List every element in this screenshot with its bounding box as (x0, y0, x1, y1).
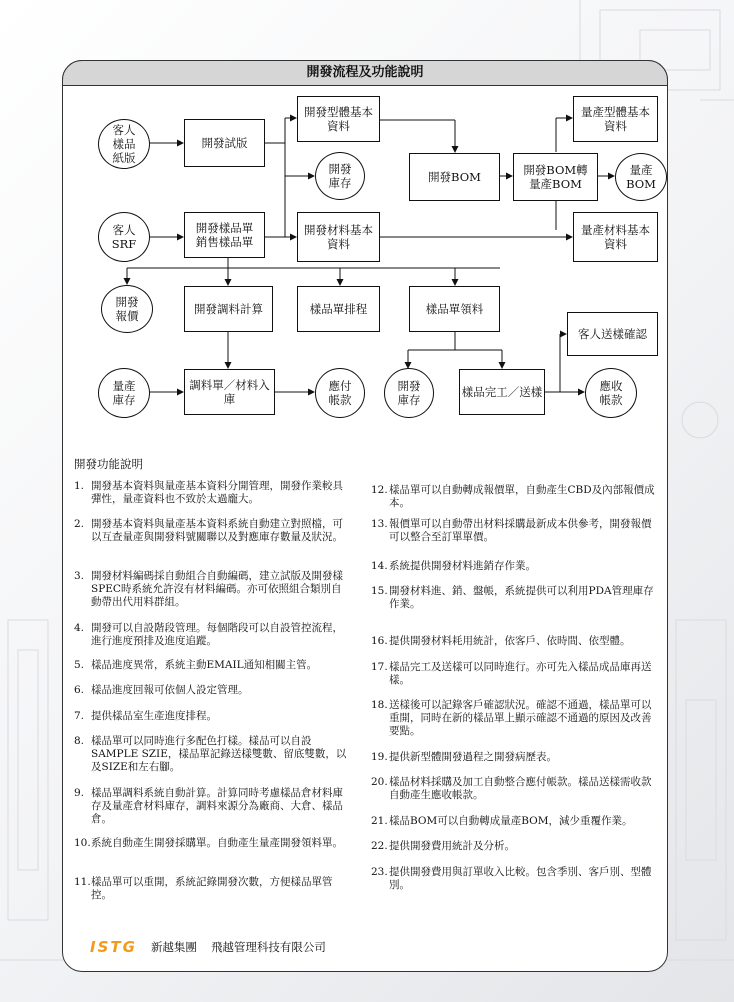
feature-number: 5. (74, 659, 85, 671)
dev-stock2-node: 開發 庫存 (384, 368, 434, 418)
feature-item (371, 840, 659, 853)
feature-text: 系統提供開發材料進銷存作業。 (389, 560, 536, 572)
customer-confirm-node: 客人送樣確認 (567, 312, 658, 356)
sample-complete-node: 樣品完工／送樣 (459, 369, 545, 415)
mass-bom-node: 量產 BOM (615, 153, 667, 201)
feature-number: 11. (74, 876, 91, 888)
feature-item (371, 585, 659, 611)
feature-number: 22. (371, 840, 388, 852)
feature-number: 2. (74, 518, 85, 530)
feature-item (74, 518, 350, 544)
feature-text: 報價單可以自動帶出材料採購最新成本供參考，開發報價可以整合至訂單單價。 (389, 518, 652, 543)
feature-number: 20. (371, 776, 388, 788)
customer-sample-node: 客人 樣品 紙版 (98, 119, 150, 169)
feature-text: 樣品BOM可以自動轉成量產BOM，減少重覆作業。 (389, 815, 633, 827)
feature-text: 提供新型體開發過程之開發病歷表。 (389, 751, 557, 763)
feature-text: 提供樣品室生產進度排程。 (91, 710, 217, 722)
feature-number: 17. (371, 661, 388, 673)
feature-item (74, 710, 350, 723)
feature-item (74, 735, 350, 774)
dev-trial-node: 開發試版 (184, 119, 265, 167)
mass-stock-node: 量產 庫存 (98, 368, 150, 418)
feature-text: 樣品進度異常，系統主動EMAIL通知相關主管。 (91, 659, 318, 671)
payable-node: 應付 帳款 (315, 368, 365, 418)
feature-number: 14. (371, 560, 388, 572)
feature-number: 16. (371, 635, 388, 647)
feature-number: 8. (74, 735, 85, 747)
feature-item (74, 659, 350, 672)
company-name: 飛越管理科技有限公司 (210, 940, 326, 954)
feature-number: 6. (74, 684, 85, 696)
feature-item (371, 776, 659, 802)
feature-item (371, 751, 659, 764)
calc-material-node: 開發調料計算 (184, 286, 273, 332)
bom-convert-node: 開發BOM轉 量產BOM (513, 153, 598, 201)
feature-number: 18. (371, 699, 388, 711)
feature-text: 樣品單調料系統自動計算。計算同時考慮樣品倉材料庫存及量產倉材料庫存，調料來源分為廠商、大倉、樣品倉。 (91, 787, 343, 825)
feature-item (74, 876, 350, 902)
feature-number: 1. (74, 480, 85, 492)
feature-number: 7. (74, 710, 85, 722)
feature-number: 4. (74, 622, 85, 634)
feature-text: 樣品材料採購及加工自動整合應付帳款。樣品送樣需收款自動產生應收帳款。 (389, 776, 652, 801)
feature-number: 23. (371, 866, 388, 878)
receivable-node: 應收 帳款 (585, 368, 637, 418)
feature-text: 開發基本資料與量產基本資料分開管理，開發作業較具彈性，量產資料也不致於太過龐大。 (91, 480, 343, 505)
feature-text: 樣品進度回報可依個人設定管理。 (91, 684, 249, 696)
feature-number: 3. (74, 570, 85, 582)
section-title: 開發功能說明 (74, 457, 143, 471)
feature-item (74, 787, 350, 826)
feature-item (371, 484, 659, 510)
feature-text: 樣品單可以自動轉成報價單，自動產生CBD及內部報價成本。 (389, 484, 655, 509)
dev-material-data-node: 開發材料基本 資料 (297, 212, 380, 262)
customer-srf-node: 客人 SRF (98, 212, 150, 262)
feature-text: 開發基本資料與量產基本資料系統自動建立對照檔，可以互查量產與開發料號關聯以及對應庫存數量及狀況。 (91, 518, 343, 543)
sample-pick-node: 樣品單領料 (409, 286, 500, 332)
dev-quote-node: 開發 報價 (101, 285, 153, 333)
feature-number: 10. (74, 837, 91, 849)
feature-text: 開發材料進、銷、盤帳，系統提供可以利用PDA管理庫存作業。 (389, 585, 654, 610)
page-title: 開發流程及功能說明 (62, 60, 668, 86)
feature-text: 樣品完工及送樣可以同時進行。亦可先入樣品成品庫再送樣。 (389, 661, 652, 686)
feature-text: 系統自動產生開發採購單。自動產生量產開發領料單。 (91, 837, 343, 849)
sample-schedule-node: 樣品單排程 (297, 286, 380, 332)
feature-item (74, 837, 350, 850)
feature-item (371, 866, 659, 892)
feature-item (74, 570, 350, 609)
feature-text: 提供開發材料耗用統計，依客戶、依時間、依型體。 (389, 635, 631, 647)
dev-model-data-node: 開發型體基本 資料 (297, 96, 380, 142)
feature-item (371, 560, 659, 573)
mass-model-data-node: 量產型體基本 資料 (573, 96, 658, 142)
feature-item (371, 661, 659, 687)
feature-text: 送樣後可以記錄客戶確認狀況。確認不通過，樣品單可以重開，同時在新的樣品單上顯示確認不通過的原因及改善要點。 (389, 699, 652, 737)
feature-text: 開發材料編碼採自動組合自動編碼，建立試版及開發樣SPEC時系統允許沒有材料編碼。亦可依照組合類別自動帶出代用料群組。 (91, 570, 343, 608)
dev-bom-node: 開發BOM (409, 153, 500, 201)
feature-number: 19. (371, 751, 388, 763)
mass-material-data-node: 量產材料基本 資料 (573, 212, 658, 262)
feature-text: 提供開發費用與訂單收入比較。包含季別、客戶別、型體別。 (389, 866, 652, 891)
feature-item (371, 699, 659, 738)
feature-item (74, 684, 350, 697)
footer (90, 938, 326, 956)
feature-text: 開發可以自設階段管理。每個階段可以自設管控流程，進行進度預排及進度追蹤。 (91, 622, 343, 647)
feature-number: 12. (371, 484, 388, 496)
feature-item (74, 480, 350, 506)
feature-item (371, 518, 659, 544)
sample-order-node: 開發樣品單 銷售樣品單 (184, 212, 265, 258)
feature-item (371, 815, 659, 828)
feature-text: 提供開發費用統計及分析。 (389, 840, 515, 852)
feature-number: 9. (74, 787, 85, 799)
feature-item (74, 622, 350, 648)
feature-number: 13. (371, 518, 388, 530)
feature-number: 15. (371, 585, 388, 597)
transfer-order-node: 調料單／材料入 庫 (184, 369, 275, 415)
feature-number: 21. (371, 815, 388, 827)
dev-stock-node: 開發 庫存 (315, 152, 365, 200)
feature-item (371, 635, 659, 648)
feature-text: 樣品單可以同時進行多配色打樣。樣品可以自設SAMPLE SZIE，樣品單記錄送樣雙數、留底雙數，以及SIZE和左右腳。 (91, 735, 347, 773)
istg-logo: ISTG (90, 938, 137, 956)
feature-text: 樣品單可以重開，系統記錄開發次數，方便樣品單管控。 (91, 876, 333, 901)
group-name: 新越集團 (150, 940, 197, 954)
